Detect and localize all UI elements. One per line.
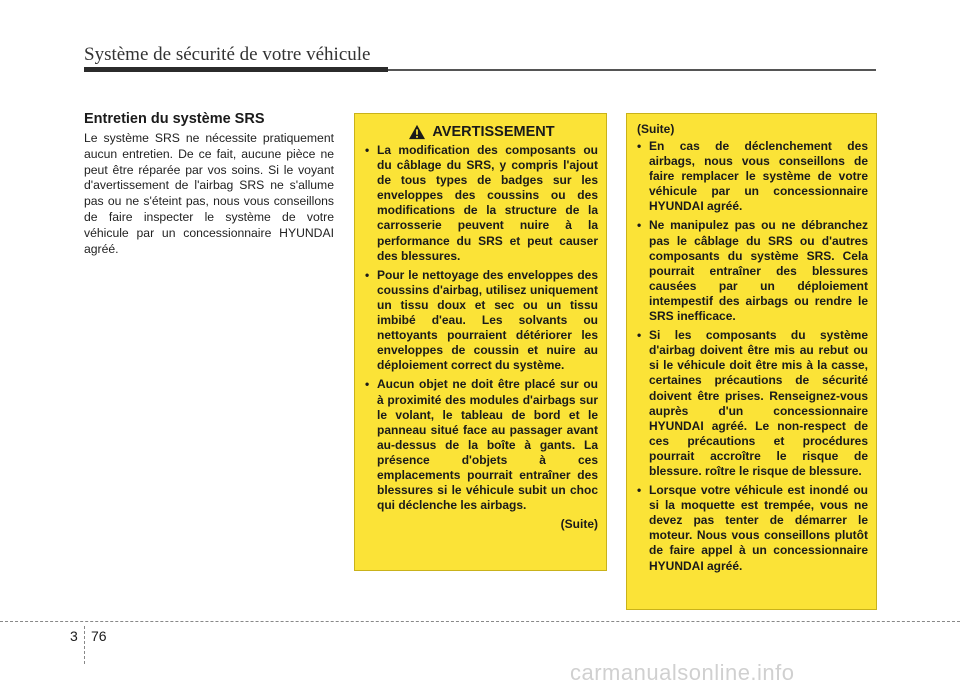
watermark: carmanualsonline.info: [570, 660, 795, 685]
footer-rule: [0, 621, 960, 622]
page-number: 76: [91, 628, 107, 644]
section-body: Le système SRS ne nécessite pratiquement aucun entretien. De ce fait, aucune pièce ne peut être réparée par vos soins. Si le voyant d'avertissement de l'airbag SRS ne s'allume pas ou ne s'éteint pas, nous vous conseillons de faire inspecter le système de votre véhicule par un concessionnaire HYUNDAI agréé.: [84, 131, 334, 256]
list-item: • Aucun objet ne doit être placé sur ou à proximité des modules d'airbags sur le volant, le tableau de bord et le panneau situé face au passager avant au-dessus de la boîte à gants. La présence d'objets à ces emplacements pourrait entraîner des blessures si le véhicule subit un choc qui déclenche les airbags.: [365, 377, 598, 513]
warning-title: AVERTISSEMENT: [432, 124, 555, 140]
section-title: Entretien du système SRS: [84, 111, 265, 127]
header-rule-thin: [388, 69, 876, 71]
list-item: • La modification des composants ou du câblage du SRS, y compris l'ajout de tous types de badges sur les enveloppes des coussins ou des modifications de la structure de la carrosserie peuvent nuire à la performance du SRS et peut causer des blessures.: [365, 143, 598, 264]
warning-triangle-icon: [408, 124, 426, 140]
list-item: • Ne manipulez pas ou ne débranchez pas le câblage du SRS ou d'autres composants du système SRS. Cela pourrait entraîner des blessures causées par un déploiement intempestif des airbags ou rendre le SRS inefficace.: [637, 218, 868, 324]
chapter-number: 3: [70, 628, 78, 644]
warning-header: [365, 124, 598, 140]
warning-list: [365, 143, 598, 513]
continued-label: (Suite): [560, 517, 598, 532]
warning-box: [354, 113, 607, 571]
warning-continuation-box: [626, 113, 877, 610]
list-item: • Lorsque votre véhicule est inondé ou si la moquette est trempée, vous ne devez pas tenter de démarrer le moteur. Nous vous conseillons plutôt de faire appel à un concessionnaire HYUNDAI agréé.: [637, 483, 868, 574]
list-item: • En cas de déclenchement des airbags, nous vous conseillons de faire remplacer le système de votre véhicule par un concessionnaire HYUNDAI agréé.: [637, 139, 868, 214]
continuation-list: [637, 139, 868, 574]
header-rule-thick: [84, 67, 388, 72]
list-item: • Pour le nettoyage des enveloppes des coussins d'airbag, utilisez uniquement un tissu doux et sec ou un tissu imbibé d'eau. Les solvants ou nettoyants pourraient détériorer les enveloppes de coussin et nuire au déploiement correct du système.: [365, 268, 598, 374]
footer-divider: [84, 626, 85, 664]
list-item: • Si les composants du système d'airbag doivent être mis au rebut ou si le véhicule doit être mis à la casse, certaines précautions de sécurité doivent être prises. Renseignez-vous auprès d'un concessionnaire HYUNDAI agréé. Le non-respect de ces précautions et procédures pourrait accroître le risque de blessure. roître le risque de blessure.: [637, 328, 868, 479]
page-header-title: Système de sécurité de votre véhicule: [84, 44, 371, 65]
continuation-label: (Suite): [637, 122, 675, 136]
